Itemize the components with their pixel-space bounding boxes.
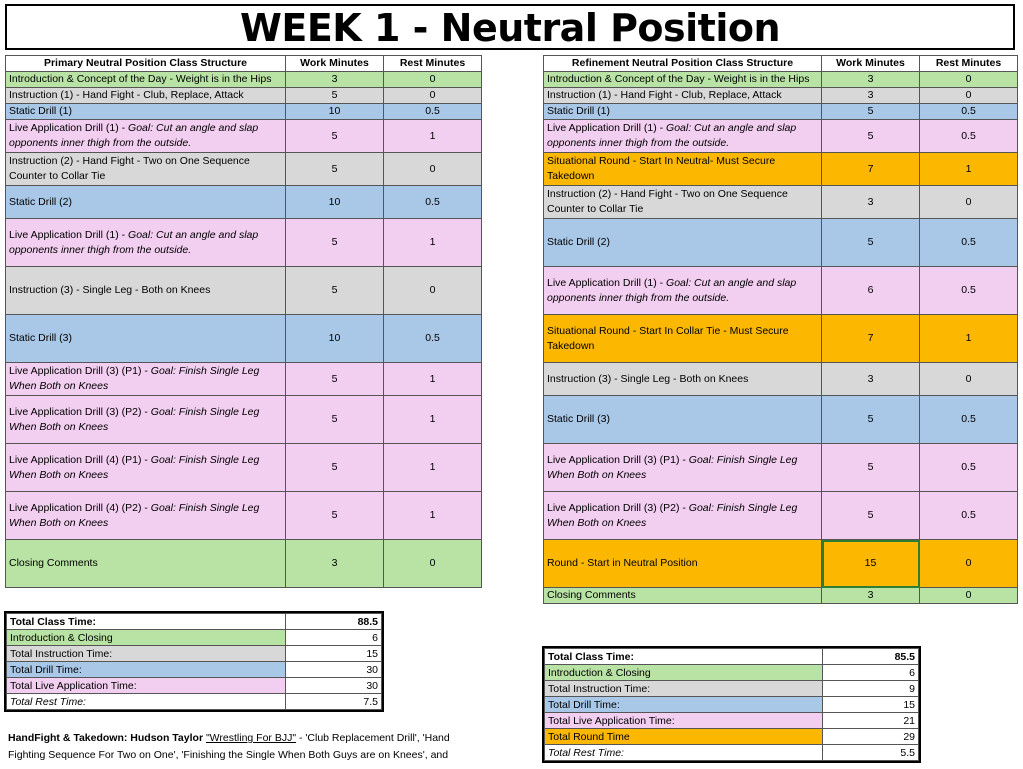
summary-row bbox=[545, 745, 919, 761]
table-row bbox=[6, 540, 482, 588]
rest-minutes-cell[interactable]: 1 bbox=[920, 153, 1018, 186]
work-minutes-cell[interactable]: 5 bbox=[822, 104, 920, 120]
summary-value[interactable]: 6 bbox=[823, 665, 919, 681]
class-activity-cell[interactable] bbox=[6, 153, 286, 186]
activity-label: Static Drill (1) bbox=[9, 105, 73, 117]
activity-label: Instruction (3) - Single Leg - Both on Knees bbox=[9, 284, 211, 296]
activity-goal: Goal: Finish Single Leg When Both on Knees bbox=[9, 501, 260, 529]
primary-header-2: Rest Minutes bbox=[384, 56, 482, 72]
summary-label[interactable]: Total Drill Time: bbox=[545, 697, 823, 713]
class-activity-cell[interactable] bbox=[6, 88, 286, 104]
work-minutes-cell[interactable]: 10 bbox=[286, 186, 384, 219]
activity-label: Static Drill (3) bbox=[547, 413, 611, 425]
class-activity-cell[interactable] bbox=[544, 120, 822, 153]
activity-label: Static Drill (1) bbox=[547, 105, 611, 117]
class-activity-cell[interactable] bbox=[544, 219, 822, 267]
work-minutes-cell[interactable]: 7 bbox=[822, 315, 920, 363]
class-activity-cell[interactable] bbox=[544, 444, 822, 492]
work-minutes-cell[interactable]: 5 bbox=[286, 363, 384, 396]
work-minutes-cell[interactable]: 5 bbox=[286, 219, 384, 267]
class-activity-cell[interactable] bbox=[544, 540, 822, 588]
summary-label[interactable]: Total Class Time: bbox=[545, 649, 823, 665]
work-minutes-cell[interactable]: 5 bbox=[286, 267, 384, 315]
summary-value[interactable]: 30 bbox=[286, 678, 382, 694]
table-row bbox=[544, 540, 1018, 588]
summary-value[interactable]: 30 bbox=[286, 662, 382, 678]
activity-label: Closing Comments bbox=[9, 557, 98, 569]
class-activity-cell[interactable] bbox=[6, 267, 286, 315]
primary-header-row bbox=[6, 56, 482, 72]
summary-row bbox=[545, 665, 919, 681]
class-activity-cell[interactable] bbox=[544, 88, 822, 104]
summary-label[interactable]: Total Live Application Time: bbox=[7, 678, 286, 694]
table-row bbox=[6, 444, 482, 492]
rest-minutes-cell[interactable]: 0 bbox=[920, 363, 1018, 396]
rest-minutes-cell[interactable]: 1 bbox=[384, 396, 482, 444]
work-minutes-cell[interactable]: 3 bbox=[822, 88, 920, 104]
table-row bbox=[544, 492, 1018, 540]
rest-minutes-cell[interactable]: 0 bbox=[384, 267, 482, 315]
primary-header-0: Primary Neutral Position Class Structure bbox=[6, 56, 286, 72]
work-minutes-cell[interactable]: 3 bbox=[822, 186, 920, 219]
summary-label[interactable]: Total Class Time: bbox=[7, 614, 286, 630]
table-row bbox=[6, 267, 482, 315]
summary-value[interactable]: 29 bbox=[823, 729, 919, 745]
page-title: WEEK 1 - Neutral Position bbox=[5, 4, 1015, 50]
work-minutes-cell[interactable]: 5 bbox=[286, 444, 384, 492]
rest-minutes-cell[interactable]: 1 bbox=[384, 444, 482, 492]
class-activity-cell[interactable] bbox=[6, 363, 286, 396]
activity-label: Live Application Drill (4) (P1) - bbox=[9, 453, 151, 466]
rest-minutes-cell[interactable]: 0.5 bbox=[384, 104, 482, 120]
summary-label[interactable]: Introduction & Closing bbox=[545, 665, 823, 681]
activity-label: Live Application Drill (3) (P1) - bbox=[547, 453, 689, 466]
table-row bbox=[544, 396, 1018, 444]
activity-label: Round - Start in Neutral Position bbox=[547, 557, 698, 569]
summary-value[interactable]: 15 bbox=[286, 646, 382, 662]
activity-goal: Goal: Finish Single Leg When Both on Knees bbox=[9, 405, 260, 433]
table-row bbox=[544, 153, 1018, 186]
table-row bbox=[544, 88, 1018, 104]
table-row bbox=[6, 363, 482, 396]
activity-goal: Goal: Cut an angle and slap opponents inner thigh from the outside. bbox=[9, 122, 259, 149]
class-activity-cell[interactable] bbox=[544, 153, 822, 186]
summary-value[interactable]: 21 bbox=[823, 713, 919, 729]
rest-minutes-cell[interactable]: 0.5 bbox=[920, 104, 1018, 120]
work-minutes-cell[interactable]: 5 bbox=[822, 492, 920, 540]
refinement-header-row bbox=[544, 56, 1018, 72]
summary-row bbox=[545, 697, 919, 713]
class-activity-cell[interactable] bbox=[6, 186, 286, 219]
summary-row bbox=[545, 681, 919, 697]
work-minutes-cell[interactable]: 10 bbox=[286, 104, 384, 120]
activity-label: Live Application Drill (1) - bbox=[547, 276, 667, 289]
summary-label[interactable]: Total Drill Time: bbox=[7, 662, 286, 678]
rest-minutes-cell[interactable]: 1 bbox=[384, 492, 482, 540]
work-minutes-cell[interactable]: 3 bbox=[286, 540, 384, 588]
summary-label[interactable]: Total Instruction Time: bbox=[7, 646, 286, 662]
summary-row bbox=[7, 646, 382, 662]
class-activity-cell[interactable] bbox=[6, 120, 286, 153]
work-minutes-cell[interactable]: 7 bbox=[822, 153, 920, 186]
rest-minutes-cell[interactable]: 0 bbox=[920, 72, 1018, 88]
class-activity-cell[interactable] bbox=[544, 588, 822, 604]
rest-minutes-cell[interactable]: 0.5 bbox=[920, 267, 1018, 315]
refinement-summary-table bbox=[544, 648, 919, 761]
primary-structure-table bbox=[5, 55, 482, 588]
activity-label: Live Application Drill (1) - bbox=[9, 228, 129, 241]
activity-label: Static Drill (3) bbox=[9, 332, 73, 344]
class-activity-cell[interactable] bbox=[6, 104, 286, 120]
table-row bbox=[544, 72, 1018, 88]
table-row bbox=[6, 88, 482, 104]
activity-label: Instruction (1) - Hand Fight - Club, Replace, Attack bbox=[9, 89, 244, 101]
table-row bbox=[544, 186, 1018, 219]
work-minutes-cell[interactable]: 3 bbox=[286, 72, 384, 88]
activity-label: Live Application Drill (1) - bbox=[9, 122, 129, 134]
rest-minutes-cell[interactable]: 0 bbox=[920, 540, 1018, 588]
work-minutes-cell[interactable]: 6 bbox=[822, 267, 920, 315]
work-minutes-cell[interactable]: 10 bbox=[286, 315, 384, 363]
summary-value[interactable]: 9 bbox=[823, 681, 919, 697]
class-activity-cell[interactable] bbox=[6, 72, 286, 88]
rest-minutes-cell[interactable]: 0.5 bbox=[920, 219, 1018, 267]
class-activity-cell[interactable] bbox=[544, 72, 822, 88]
table-row bbox=[6, 72, 482, 88]
work-minutes-cell[interactable]: 5 bbox=[286, 396, 384, 444]
activity-goal: Goal: Finish Single Leg When Both on Knees bbox=[547, 501, 798, 529]
activity-label: Introduction & Concept of the Day - Weight is in the Hips bbox=[9, 73, 272, 85]
class-activity-cell[interactable] bbox=[6, 315, 286, 363]
activity-label: Static Drill (2) bbox=[9, 195, 73, 208]
activity-label: Live Application Drill (3) (P1) - bbox=[9, 365, 151, 377]
summary-label[interactable]: Introduction & Closing bbox=[7, 630, 286, 646]
activity-label: Live Application Drill (3) (P2) - bbox=[9, 405, 151, 418]
work-minutes-cell[interactable]: 5 bbox=[286, 120, 384, 153]
class-activity-cell[interactable] bbox=[544, 186, 822, 219]
table-row bbox=[6, 186, 482, 219]
rest-minutes-cell[interactable]: 0 bbox=[384, 153, 482, 186]
refinement-header-0: Refinement Neutral Position Class Structure bbox=[544, 56, 822, 72]
activity-goal: Goal: Cut an angle and slap opponents inner thigh from the outside. bbox=[547, 276, 797, 304]
table-row bbox=[544, 444, 1018, 492]
summary-row bbox=[7, 662, 382, 678]
table-row bbox=[6, 120, 482, 153]
rest-minutes-cell[interactable]: 1 bbox=[384, 120, 482, 153]
rest-minutes-cell[interactable]: 0 bbox=[920, 186, 1018, 219]
rest-minutes-cell[interactable]: 0 bbox=[384, 72, 482, 88]
summary-label[interactable]: Total Rest Time: bbox=[545, 745, 823, 761]
table-row bbox=[544, 219, 1018, 267]
table-row bbox=[544, 315, 1018, 363]
class-activity-cell[interactable] bbox=[6, 492, 286, 540]
activity-goal: Goal: Finish Single Leg When Both on Knees bbox=[9, 365, 260, 392]
class-activity-cell[interactable] bbox=[544, 363, 822, 396]
summary-value[interactable]: 7.5 bbox=[286, 694, 382, 710]
class-activity-cell[interactable] bbox=[544, 396, 822, 444]
activity-goal: Goal: Cut an angle and slap opponents inner thigh from the outside. bbox=[547, 122, 797, 149]
rest-minutes-cell[interactable]: 0 bbox=[920, 588, 1018, 604]
table-row bbox=[544, 120, 1018, 153]
summary-row bbox=[7, 694, 382, 710]
class-activity-cell[interactable] bbox=[544, 315, 822, 363]
summary-row bbox=[545, 729, 919, 745]
rest-minutes-cell[interactable]: 0.5 bbox=[384, 186, 482, 219]
rest-minutes-cell[interactable]: 1 bbox=[384, 219, 482, 267]
activity-label: Introduction & Concept of the Day - Weight is in the Hips bbox=[547, 73, 810, 85]
summary-label[interactable]: Total Live Application Time: bbox=[545, 713, 823, 729]
activity-label: Instruction (2) - Hand Fight - Two on One Sequence Counter to Collar Tie bbox=[9, 155, 250, 182]
class-activity-cell[interactable] bbox=[6, 540, 286, 588]
refinement-header-2: Rest Minutes bbox=[920, 56, 1018, 72]
work-minutes-cell[interactable]: 15 bbox=[822, 540, 920, 588]
refinement-header-1: Work Minutes bbox=[822, 56, 920, 72]
work-minutes-cell[interactable]: 5 bbox=[286, 88, 384, 104]
class-activity-cell[interactable] bbox=[6, 444, 286, 492]
summary-value[interactable]: 5.5 bbox=[823, 745, 919, 761]
summary-row bbox=[7, 630, 382, 646]
work-minutes-cell[interactable]: 3 bbox=[822, 588, 920, 604]
work-minutes-cell[interactable]: 3 bbox=[822, 363, 920, 396]
rest-minutes-cell[interactable]: 0.5 bbox=[920, 120, 1018, 153]
work-minutes-cell[interactable]: 5 bbox=[822, 120, 920, 153]
activity-label: Instruction (3) - Single Leg - Both on Knees bbox=[547, 372, 749, 385]
table-row bbox=[6, 492, 482, 540]
work-minutes-cell[interactable]: 5 bbox=[286, 492, 384, 540]
class-activity-cell[interactable] bbox=[6, 219, 286, 267]
rest-minutes-cell[interactable]: 1 bbox=[384, 363, 482, 396]
primary-header-1: Work Minutes bbox=[286, 56, 384, 72]
table-row bbox=[544, 267, 1018, 315]
class-activity-cell[interactable] bbox=[544, 492, 822, 540]
activity-label: Situational Round - Start In Collar Tie - Must Secure Takedown bbox=[547, 324, 789, 352]
activity-label: Instruction (1) - Hand Fight - Club, Replace, Attack bbox=[547, 89, 782, 101]
summary-row bbox=[545, 649, 919, 665]
work-minutes-cell[interactable]: 5 bbox=[286, 153, 384, 186]
rest-minutes-cell[interactable]: 0.5 bbox=[920, 492, 1018, 540]
credits-text: - 'Club Replacement Drill', 'Hand Fighting Sequence For Two on One', 'Finishing the Single When Both Guys are on Knees', and bbox=[8, 732, 450, 761]
activity-label: Situational Round - Start In Neutral- Must Secure Takedown bbox=[547, 155, 776, 182]
activity-label: Live Application Drill (4) (P2) - bbox=[9, 501, 151, 514]
table-row bbox=[6, 104, 482, 120]
table-row bbox=[544, 588, 1018, 604]
summary-value[interactable]: 88.5 bbox=[286, 614, 382, 630]
activity-goal: Goal: Cut an angle and slap opponents inner thigh from the outside. bbox=[9, 228, 259, 256]
table-row bbox=[544, 104, 1018, 120]
summary-label[interactable]: Total Round Time bbox=[545, 729, 823, 745]
rest-minutes-cell[interactable]: 0 bbox=[384, 88, 482, 104]
work-minutes-cell[interactable]: 5 bbox=[822, 219, 920, 267]
summary-value[interactable]: 15 bbox=[823, 697, 919, 713]
activity-goal: Goal: Finish Single Leg When Both on Knees bbox=[547, 453, 798, 481]
summary-value[interactable]: 85.5 bbox=[823, 649, 919, 665]
summary-row bbox=[7, 678, 382, 694]
work-minutes-cell[interactable]: 3 bbox=[822, 72, 920, 88]
activity-label: Instruction (2) - Hand Fight - Two on One Sequence Counter to Collar Tie bbox=[547, 188, 788, 215]
table-row bbox=[6, 153, 482, 186]
activity-label: Live Application Drill (1) - bbox=[547, 122, 667, 134]
rest-minutes-cell[interactable]: 0 bbox=[920, 88, 1018, 104]
class-activity-cell[interactable] bbox=[544, 267, 822, 315]
table-row bbox=[6, 219, 482, 267]
activity-label: Closing Comments bbox=[547, 589, 636, 601]
activity-label: Static Drill (2) bbox=[547, 236, 611, 248]
activity-goal: Goal: Finish Single Leg When Both on Knees bbox=[9, 453, 260, 481]
rest-minutes-cell[interactable]: 0.5 bbox=[920, 396, 1018, 444]
credits-link[interactable]: "Wrestling For BJJ" bbox=[205, 732, 297, 744]
primary-summary-table bbox=[6, 613, 382, 710]
rest-minutes-cell[interactable]: 0.5 bbox=[920, 444, 1018, 492]
work-minutes-cell[interactable]: 5 bbox=[822, 396, 920, 444]
table-row bbox=[6, 396, 482, 444]
summary-row bbox=[545, 713, 919, 729]
class-activity-cell[interactable] bbox=[6, 396, 286, 444]
refinement-structure-table bbox=[543, 55, 1018, 604]
table-row bbox=[544, 363, 1018, 396]
summary-label[interactable]: Total Instruction Time: bbox=[545, 681, 823, 697]
credits-bold: HandFight & Takedown: Hudson Taylor bbox=[8, 732, 206, 744]
rest-minutes-cell[interactable]: 0 bbox=[384, 540, 482, 588]
rest-minutes-cell[interactable]: 1 bbox=[920, 315, 1018, 363]
summary-label[interactable]: Total Rest Time: bbox=[7, 694, 286, 710]
work-minutes-cell[interactable]: 5 bbox=[822, 444, 920, 492]
summary-value[interactable]: 6 bbox=[286, 630, 382, 646]
credits-note bbox=[8, 730, 468, 764]
activity-label: Live Application Drill (3) (P2) - bbox=[547, 501, 689, 514]
class-activity-cell[interactable] bbox=[544, 104, 822, 120]
summary-row bbox=[7, 614, 382, 630]
table-row bbox=[6, 315, 482, 363]
rest-minutes-cell[interactable]: 0.5 bbox=[384, 315, 482, 363]
